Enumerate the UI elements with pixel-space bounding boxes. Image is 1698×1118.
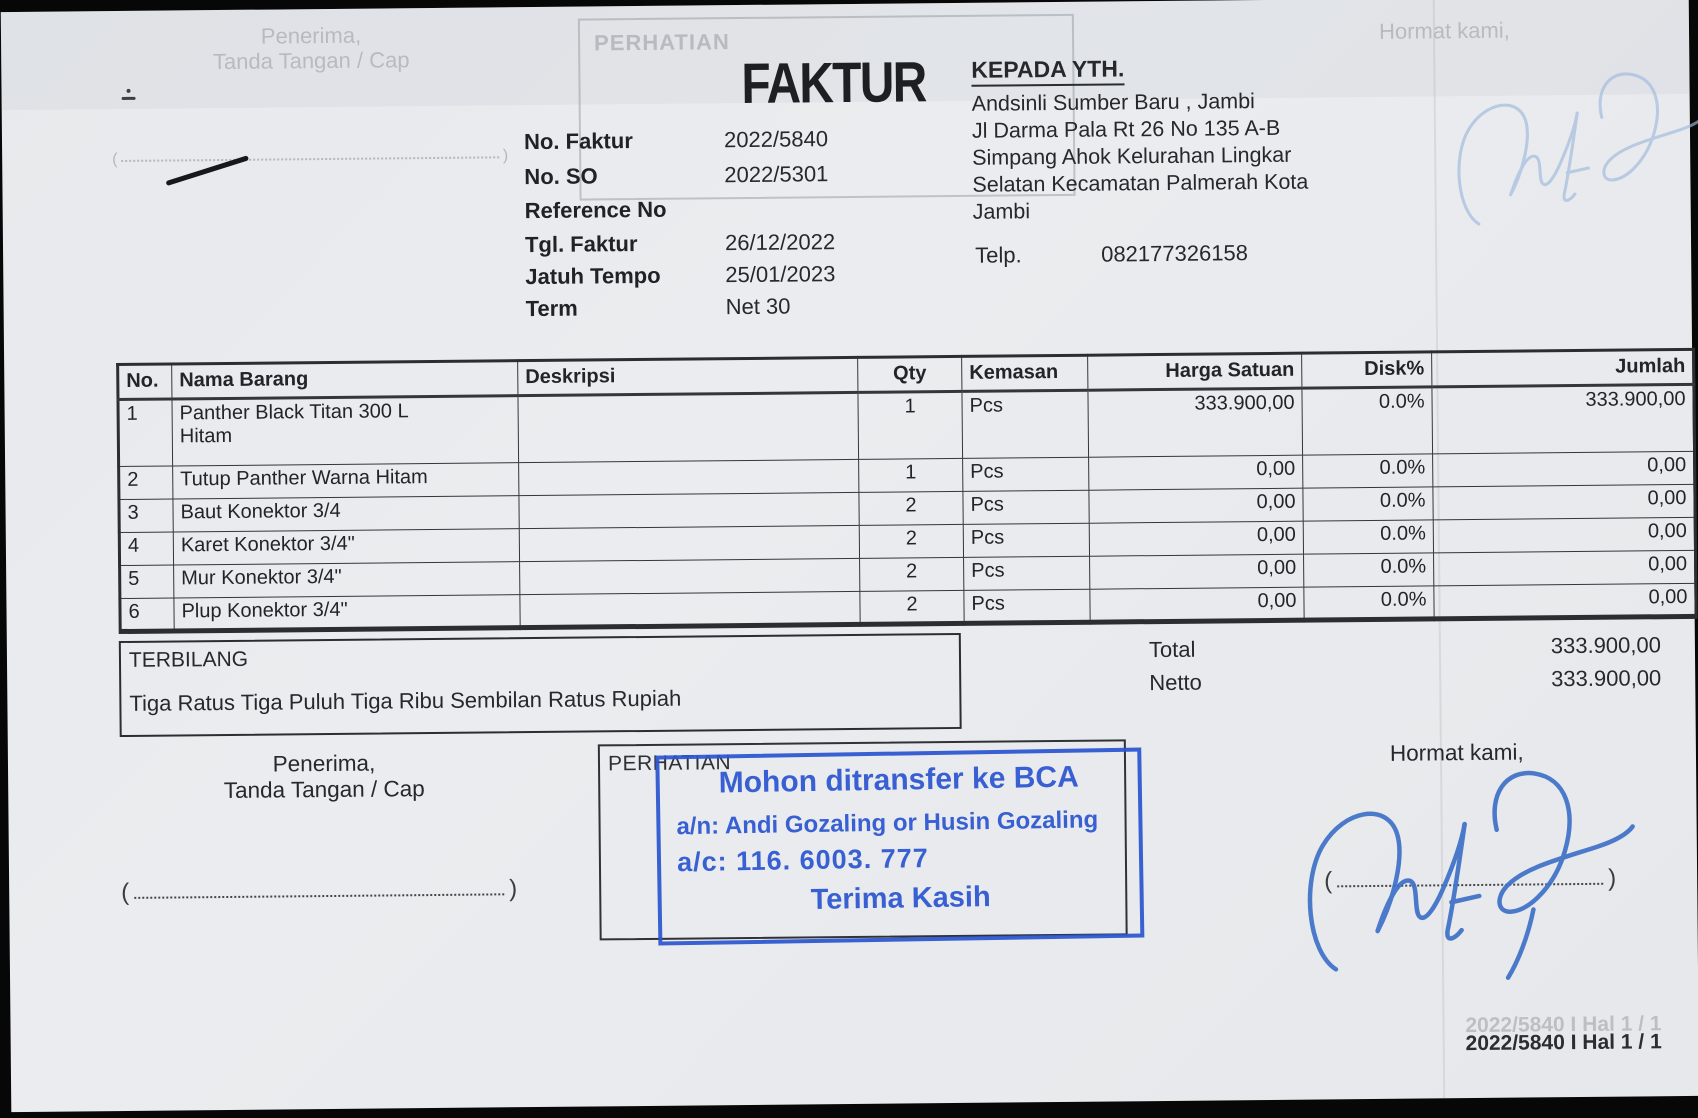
recipient-block [971,54,1313,226]
receiver-line1: Penerima, [272,750,376,777]
cell-kemasan: Pcs [964,556,1090,590]
cell-harga-satuan: 333.900,00 [1088,388,1303,457]
invoice-title: FAKTUR [741,50,926,117]
cell-nama-barang: Mur Konektor 3/4" [174,562,520,598]
cell-nama-barang: Karet Konektor 3/4" [173,529,519,565]
cell-kemasan: Pcs [964,589,1090,623]
recipient-address-line: Jl Darma Pala Rt 26 No 135 A-B [971,115,1281,143]
cell-jumlah: 0,00 [1434,550,1696,586]
cell-qty: 2 [860,557,964,591]
col-disk: Disk% [1302,352,1432,388]
items-table [116,348,1698,634]
cell-jumlah: 0,00 [1433,451,1695,487]
small-pen-mark [122,97,136,100]
invoice-page [1,0,1698,1112]
ghost-receiver-line2: Tanda Tangan / Cap [212,47,410,75]
col-deskripsi: Deskripsi [518,357,858,395]
signature [1300,758,1642,991]
netto-value: 333.900,00 [1551,665,1662,692]
cell-no: 5 [120,565,174,599]
cell-disk: 0.0% [1304,586,1434,620]
col-kemasan: Kemasan [962,355,1088,391]
cell-deskripsi [520,591,860,627]
cell-harga-satuan: 0,00 [1089,455,1303,490]
cell-jumlah: 333.900,00 [1432,384,1695,454]
cell-nama-barang: Tutup Panther Warna Hitam [173,463,519,499]
cell-deskripsi [519,492,859,528]
cell-kemasan: Pcs [963,457,1089,491]
netto-label: Netto [1149,669,1202,696]
recipient-address-line: Simpang Ahok Kelurahan Lingkar [972,142,1292,170]
cell-harga-satuan: 0,00 [1090,587,1304,622]
col-nama-barang: Nama Barang [172,361,518,399]
cell-no: 1 [118,399,173,467]
stamp-line-2: a/n: Andi Gozaling or Husin Gozaling [676,806,1099,841]
total-value: 333.900,00 [1550,632,1662,659]
terbilang-box [119,633,962,737]
stamp-line-3: a/c: 116. 6003. 777 [676,843,929,878]
cell-no: 4 [119,532,173,566]
field-no-so-label: No. SO [524,163,598,190]
cell-no: 3 [119,499,173,533]
receiver-sign-title [158,749,490,804]
recipient-address-line: Jambi [972,199,1031,224]
items-body [118,384,1696,631]
cell-nama-barang: Panther Black Titan 300 L Hitam [172,396,519,466]
phone-value: 082177326158 [1101,240,1249,267]
field-term-value: Net 30 [725,293,791,320]
col-jumlah: Jumlah [1432,349,1694,387]
field-no-so-value: 2022/5301 [724,161,829,188]
col-qty: Qty [858,356,962,392]
cell-qty: 1 [859,458,963,492]
col-harga-satuan: Harga Satuan [1088,353,1302,390]
field-reference-no-label: Reference No [524,196,667,224]
cell-kemasan: Pcs [962,390,1089,458]
cell-qty: 2 [860,590,964,624]
cell-jumlah: 0,00 [1433,517,1695,553]
cell-jumlah: 0,00 [1434,583,1696,619]
field-tgl-faktur-label: Tgl. Faktur [524,231,638,258]
regards-sign-line: ( ) [1324,864,1617,895]
page-ref: 2022/5840 I Hal 1 / 1 [1465,1030,1662,1056]
cell-deskripsi [519,459,859,495]
field-tgl-faktur-value: 26/12/2022 [724,229,836,256]
field-no-faktur-label: No. Faktur [523,128,633,155]
recipient-address-line: Andsinli Sumber Baru , Jambi [971,89,1256,116]
ghost-signature [1451,36,1698,268]
cell-qty: 1 [858,391,963,459]
payment-stamp [655,748,1144,946]
cell-harga-satuan: 0,00 [1089,521,1303,556]
col-no: No. [118,364,172,400]
cell-jumlah: 0,00 [1433,484,1695,520]
cell-disk: 0.0% [1304,553,1434,587]
cell-no: 2 [119,466,173,500]
total-label: Total [1148,636,1196,663]
field-jatuh-tempo-value: 25/01/2023 [725,261,836,288]
cell-disk: 0.0% [1303,520,1433,554]
ghost-receiver-line1: Penerima, [260,22,362,49]
phone-label: Telp. [975,242,1022,268]
cell-disk: 0.0% [1302,387,1433,455]
recipient-address-line: Selatan Kecamatan Palmerah Kota [972,169,1309,197]
cell-kemasan: Pcs [963,523,1089,557]
field-term-label: Term [525,295,578,322]
cell-no: 6 [120,598,174,632]
field-no-faktur-value: 2022/5840 [723,126,829,153]
cell-deskripsi [518,392,859,462]
ghost-dotted-line: ( ) [112,147,509,169]
cell-deskripsi [520,558,860,594]
stamp-line-4: Terima Kasih [810,881,991,917]
field-jatuh-tempo-label: Jatuh Tempo [525,262,661,290]
attention-label: PERHATIAN [607,751,732,776]
cell-kemasan: Pcs [963,490,1089,524]
ghost-regards-label: Hormat kami, [1378,17,1510,44]
cell-disk: 0.0% [1303,454,1433,488]
terbilang-label: TERBILANG [128,647,249,672]
cell-nama-barang: Plup Konektor 3/4" [174,595,520,631]
regards-label: Hormat kami, [1389,739,1524,766]
cell-nama-barang: Baut Konektor 3/4 [173,496,519,532]
cell-qty: 2 [859,491,963,525]
terbilang-text: Tiga Ratus Tiga Puluh Tiga Ribu Sembilan Ratus Rupiah [129,685,682,716]
receiver-sign-line: ( ) [121,875,518,907]
ghost-receiver-title [141,22,481,76]
cell-deskripsi [519,525,859,561]
cell-harga-satuan: 0,00 [1090,554,1304,589]
ghost-attention-label: PERHATIAN [593,29,730,56]
cell-qty: 2 [859,524,963,558]
ghost-page-ref: 2022/5840 I Hal 1 / 1 [1465,1012,1662,1038]
receiver-line2: Tanda Tangan / Cap [223,775,425,803]
recipient-heading: KEPADA YTH. [971,55,1124,86]
stamp-line-1: Mohon ditransfer ke BCA [718,760,1079,800]
cell-harga-satuan: 0,00 [1089,488,1303,523]
cell-disk: 0.0% [1303,487,1433,521]
